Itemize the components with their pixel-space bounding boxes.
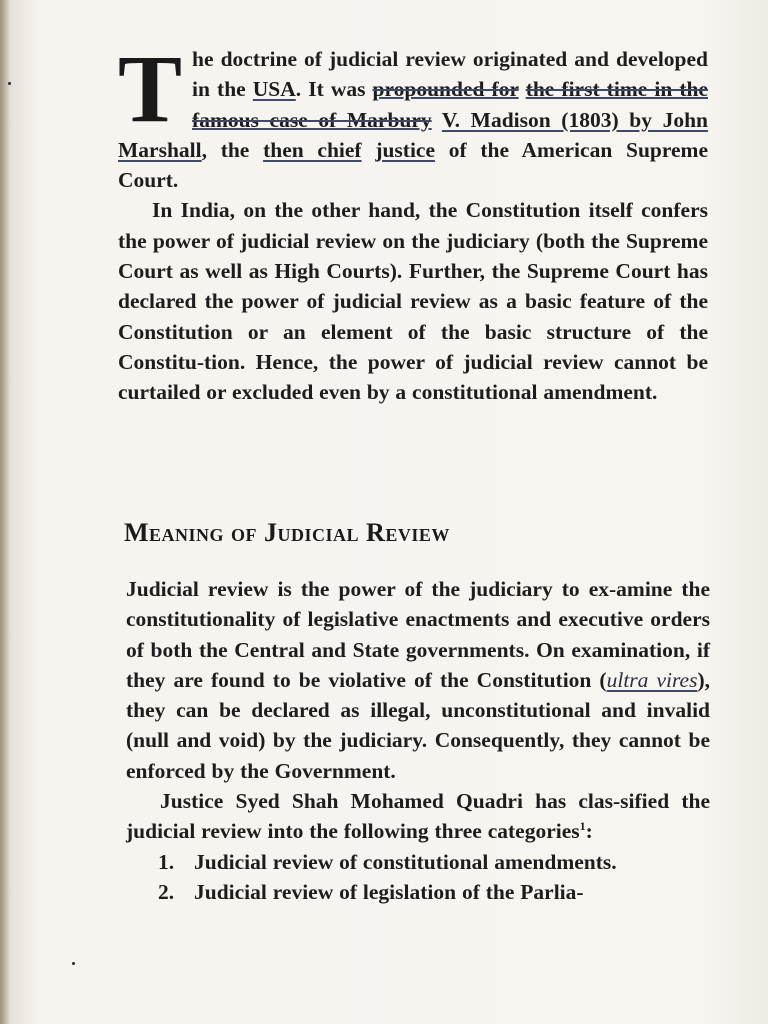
intro-text	[118, 35, 709, 195]
case-line-marked: the first time in the famous case of Marbury	[192, 77, 708, 132]
ultra-vires-underlined: ultra vires	[606, 667, 698, 692]
then-chief-underlined: then chief	[263, 137, 362, 162]
list-item	[126, 847, 710, 877]
speck	[8, 82, 11, 85]
quadri-text: Justice Syed Shah Mohamed Quadri has clas-sified the judicial review into the following three categories	[126, 789, 710, 844]
intro-paragraph	[118, 35, 709, 408]
meaning-text: ), they can be declared as illegal, unconstitutional and invalid (null and void) by the judiciary. Consequently, they cannot be enforced by the Government.	[126, 667, 711, 783]
list-text: Judicial review of legislation of the Parlia-	[194, 879, 584, 904]
usa-underlined: USA	[252, 77, 296, 102]
quadri-paragraph	[126, 786, 710, 847]
meaning-paragraph	[126, 574, 710, 786]
list-number: 1.	[158, 849, 175, 874]
propounded-marked: propounded for	[372, 77, 519, 102]
intro-line: he doctrine of judicial review originated and	[192, 47, 609, 71]
footnote-marker: 1	[579, 819, 586, 834]
section-heading: Meaning of Judicial Review	[124, 518, 450, 547]
meaning-section	[126, 574, 710, 907]
intro-line: , the	[201, 137, 264, 162]
intro-line: developed in the	[192, 47, 709, 102]
list-item	[126, 877, 710, 907]
speck	[72, 962, 75, 965]
india-paragraph: In India, on the other hand, the Constitution itself confers the power of judicial review on the judiciary (both the Supreme Court as well as High Courts). Further, the Supreme Court has declared the power of judicial review as a basic feature of the Constitution or an element of the basic structure of the Constitu-tion. Hence, the power of judicial review cannot be curtailed or excluded even by a constitutional amendment.	[118, 198, 708, 405]
intro-line: . It was	[295, 77, 373, 102]
page-spine-shadow	[0, 0, 10, 1024]
case-name-underlined: V. Madison (1803) by John Marshall	[118, 107, 708, 162]
categories-list	[126, 847, 710, 908]
meaning-text: Judicial review is the power of the judiciary to ex-amine the constitutionality of legislative enactments and executive orders of both the Central and State governments. On examination, if they are found to be violative of the Constitution (	[126, 577, 710, 692]
list-number: 2.	[158, 879, 175, 904]
justice-underlined: justice	[375, 137, 436, 162]
list-text: Judicial review of constitutional amendments.	[194, 849, 617, 874]
drop-cap: T	[118, 35, 183, 142]
quadri-colon: :	[585, 819, 593, 844]
intro-line: of the American Supreme Court.	[118, 137, 709, 193]
